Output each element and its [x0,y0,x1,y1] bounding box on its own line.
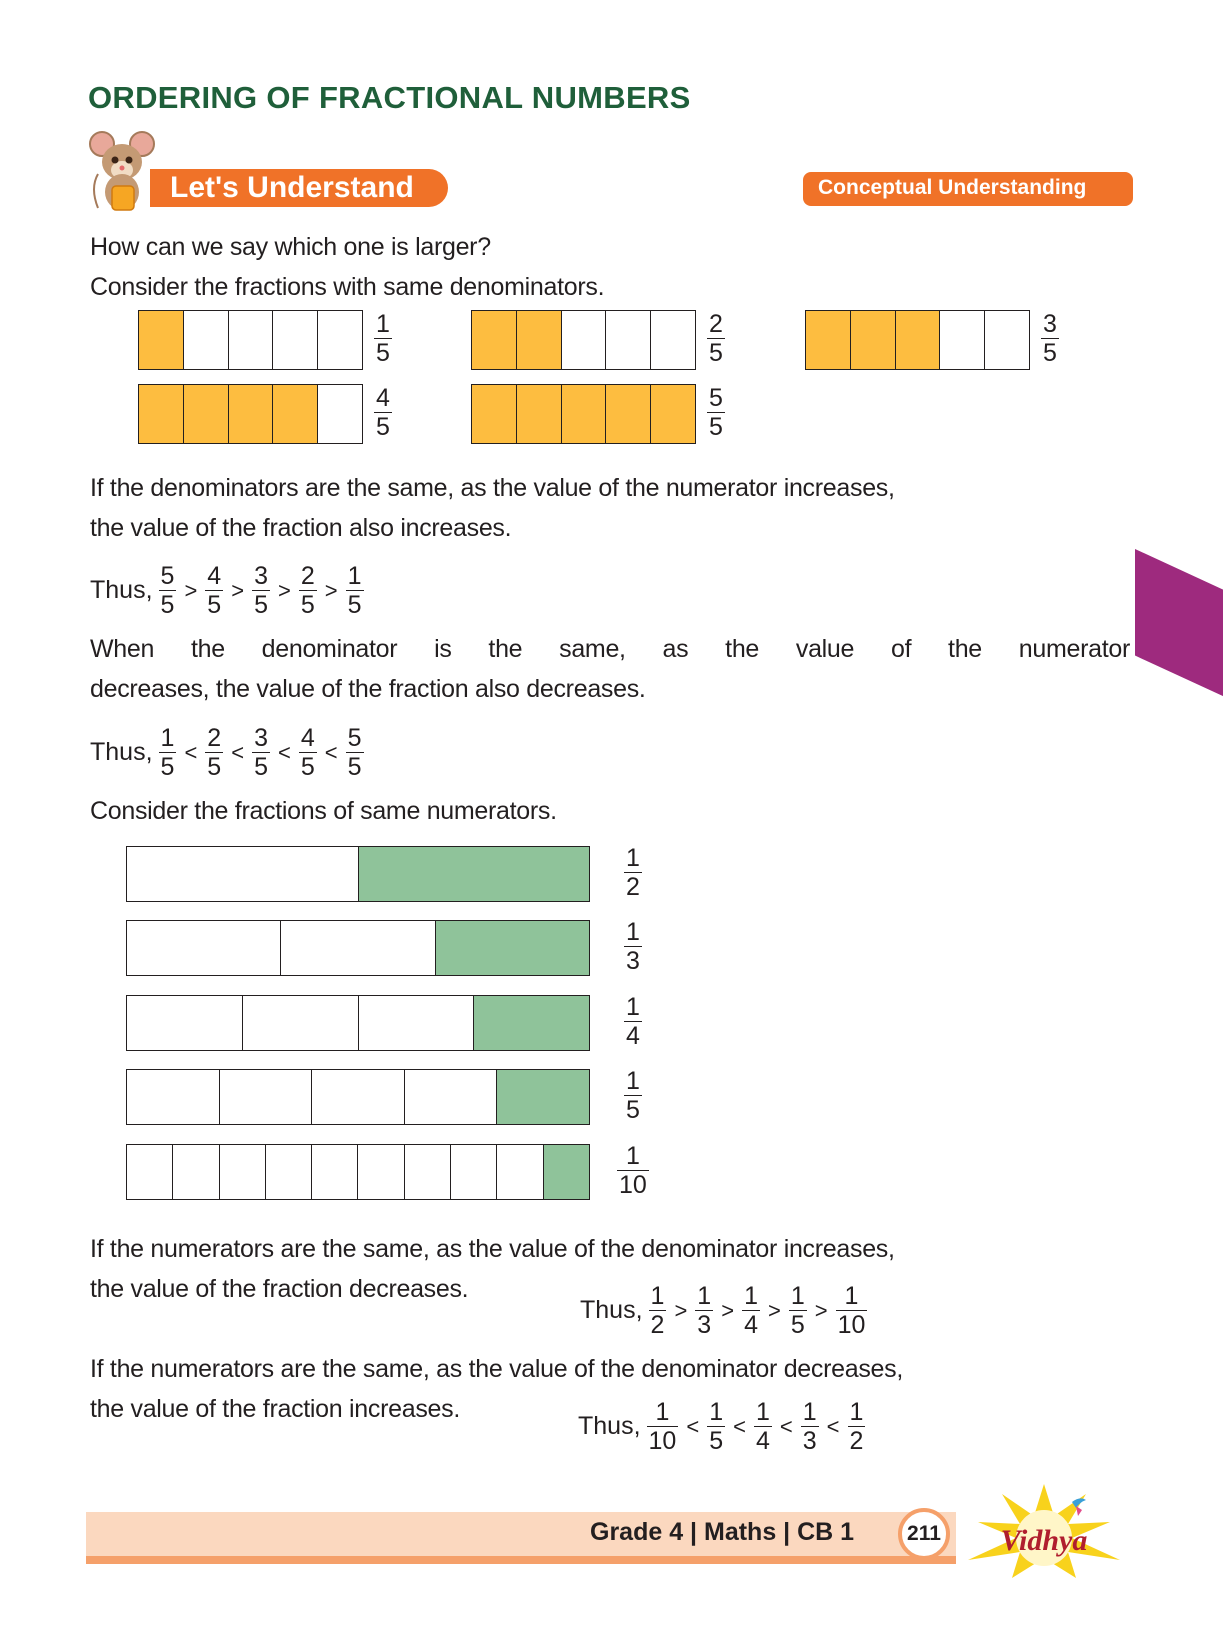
unshaded-part [184,311,229,369]
fraction [695,1282,713,1339]
fraction-label [624,993,642,1050]
shaded-part [139,311,184,369]
fraction [205,562,223,619]
comparison-operator: < [779,1413,793,1439]
unshaded-part [312,1070,405,1124]
numerator: 1 [844,1282,859,1310]
unshaded-part [497,1145,543,1199]
unshaded-part [173,1145,219,1199]
fraction [159,562,177,619]
numerator: 2 [300,562,315,590]
denominator: 5 [347,753,362,781]
fraction-label [617,1142,649,1199]
comparison-operator: > [674,1297,688,1323]
comparison-operator: < [231,739,245,765]
denominator: 5 [709,413,723,441]
denominator: 5 [300,753,315,781]
denominator: 5 [709,1427,724,1455]
denominator: 5 [790,1311,805,1339]
fraction [848,1398,866,1455]
comparison-operator: > [277,577,291,603]
fraction-label [1041,310,1059,367]
unshaded-part [220,1145,266,1199]
unshaded-part [229,311,274,369]
unshaded-part [651,311,695,369]
fraction [299,724,317,781]
numerator: 1 [626,1067,640,1095]
unshaded-part [359,996,475,1050]
unshaded-part [127,847,359,901]
fraction-bar-1-3 [126,920,590,976]
fraction [707,1398,725,1455]
unshaded-part [318,311,362,369]
comparison-operator: < [826,1413,840,1439]
shaded-part [517,311,562,369]
fraction-label [707,384,725,441]
shaded-part [606,385,651,443]
numerator: 1 [625,1142,640,1170]
unshaded-part [127,1070,220,1124]
numerator: 1 [744,1282,758,1310]
tag-label: Conceptual Understanding [818,176,1087,199]
fraction [299,562,317,619]
shaded-part [497,1070,589,1124]
denominator: 2 [849,1427,864,1455]
fraction [649,1282,667,1339]
numerator: 4 [207,562,222,590]
fraction-label [374,310,392,367]
numerator: 2 [207,724,222,752]
page-title: ORDERING OF FRACTIONAL NUMBERS [88,80,691,115]
fraction-label [707,310,725,367]
shaded-part [851,311,896,369]
shaded-part [544,1145,589,1199]
fraction [789,1282,807,1339]
unshaded-part [562,311,607,369]
fraction-bar-1-5 [138,310,363,370]
rule3-line1: If the numerators are the same, as the value of the denominator increases, [90,1235,895,1263]
numerator: 5 [347,724,362,752]
denominator: 10 [837,1311,866,1339]
section-label: Let's Understand [170,171,414,204]
footer-band-accent [86,1556,956,1564]
denominator: 5 [254,591,268,619]
unshaded-part [266,1145,312,1199]
numerator: 4 [376,384,390,412]
shaded-part [229,385,274,443]
unshaded-part [358,1145,404,1199]
inequality-rule1 [90,562,364,619]
numerator: 1 [790,1282,805,1310]
fraction-label [374,384,392,441]
numerator: 3 [254,724,268,752]
comparison-operator: < [324,739,338,765]
denominator: 5 [626,1096,640,1124]
inequality-rule2 [90,724,364,781]
fraction-bar-1-5 [126,1069,590,1125]
comparison-operator: > [184,577,198,603]
unshaded-part [451,1145,497,1199]
comparison-operator: < [184,739,198,765]
intro-statement: Consider the fractions with same denominators. [90,273,605,301]
denominator: 4 [626,1022,640,1050]
denominator: 5 [347,591,362,619]
fraction-bar-4-5 [138,384,363,444]
comparison-operator: > [324,577,338,603]
numerator: 3 [1043,310,1057,338]
denominator: 5 [376,413,390,441]
denominator: 4 [755,1427,770,1455]
denominator: 3 [802,1427,817,1455]
denominator: 5 [376,339,390,367]
denominator: 3 [626,947,640,975]
rule2-line1: When the denominator is the same, as the value of the numerator [90,635,1130,663]
comparison-operator: > [231,577,245,603]
unshaded-part [127,1145,173,1199]
denominator: 5 [160,591,175,619]
shaded-part [651,385,695,443]
svg-text:Vidhya: Vidhya [1000,1524,1088,1557]
shaded-part [139,385,184,443]
comparison-operator: > [767,1297,781,1323]
denominator: 5 [300,591,315,619]
side-tab-marker [1135,549,1223,697]
fraction [836,1282,868,1339]
shaded-part [436,921,589,975]
denominator: 10 [648,1427,677,1455]
inequality-rule3 [580,1282,867,1339]
fraction [647,1398,679,1455]
numerator: 3 [254,562,268,590]
numerator: 1 [160,724,175,752]
shaded-part [472,385,517,443]
numerator: 5 [709,384,723,412]
fraction [252,724,270,781]
shaded-part [474,996,589,1050]
shaded-part [896,311,941,369]
denominator: 5 [207,753,222,781]
fraction-bar-2-5 [471,310,696,370]
fraction-bar-1-2 [126,846,590,902]
numerator: 1 [376,310,390,338]
unshaded-part [405,1070,498,1124]
thus-label: Thus, [578,1412,641,1440]
fraction [754,1398,772,1455]
denominator: 10 [619,1171,647,1199]
fraction-label [624,918,642,975]
numerator: 1 [709,1398,724,1426]
unshaded-part [127,996,243,1050]
numerator: 1 [650,1282,665,1310]
unshaded-part [220,1070,313,1124]
intro-question: How can we say which one is larger? [90,233,491,261]
unshaded-part [318,385,362,443]
shaded-part [184,385,229,443]
shaded-part [472,311,517,369]
denominator: 5 [207,591,222,619]
numerator: 1 [626,844,640,872]
fraction [346,562,364,619]
fraction-bar-3-5 [805,310,1030,370]
vidhya-logo-icon [960,1480,1128,1580]
rule4-line1: If the numerators are the same, as the value of the denominator decreases, [90,1355,903,1383]
denominator: 2 [626,873,640,901]
shaded-part [806,311,851,369]
thus-label: Thus, [580,1296,643,1324]
fraction-bar-1-10 [126,1144,590,1200]
fraction-bar-5-5 [471,384,696,444]
numerator: 1 [697,1282,712,1310]
numerator: 1 [626,918,640,946]
numerator: 1 [347,562,362,590]
rule2-line2: decreases, the value of the fraction also decreases. [90,675,646,703]
unshaded-part [127,921,281,975]
denominator: 5 [709,339,723,367]
shaded-part [562,385,607,443]
unshaded-part [405,1145,451,1199]
fraction [346,724,364,781]
unshaded-part [606,311,651,369]
unshaded-part [940,311,985,369]
denominator: 2 [650,1311,665,1339]
numerator: 1 [655,1398,670,1426]
comparison-operator: < [686,1413,700,1439]
rule4-line2: the value of the fraction increases. [90,1395,460,1423]
comparison-operator: < [277,739,291,765]
thus-label: Thus, [90,576,153,604]
comparison-operator: < [733,1413,746,1439]
comparison-operator: > [814,1297,828,1323]
unshaded-part [243,996,359,1050]
numerator: 1 [626,993,640,1021]
fraction-bar-1-4 [126,995,590,1051]
unshaded-part [985,311,1029,369]
numerator-intro: Consider the fractions of same numerators. [90,797,557,825]
fraction-label [624,844,642,901]
numerator: 1 [755,1398,770,1426]
numerator: 5 [160,562,175,590]
unshaded-part [312,1145,358,1199]
denominator: 5 [1043,339,1057,367]
numerator: 1 [802,1398,817,1426]
thus-label: Thus, [90,738,153,766]
numerator: 4 [300,724,315,752]
denominator: 4 [744,1311,758,1339]
page-number: 211 [898,1508,950,1560]
denominator: 5 [160,753,175,781]
denominator: 3 [697,1311,712,1339]
fraction [801,1398,819,1455]
unshaded-part [281,921,435,975]
numerator: 2 [709,310,723,338]
inequality-rule4 [578,1398,865,1455]
shaded-part [273,385,318,443]
numerator: 1 [849,1398,864,1426]
unshaded-part [273,311,318,369]
fraction-label [624,1067,642,1124]
footer-text: Grade 4 | Maths | CB 1 [590,1518,855,1546]
denominator: 5 [254,753,268,781]
fraction [159,724,177,781]
rule1-line1: If the denominators are the same, as the value of the numerator increases, [90,474,895,502]
fraction [205,724,223,781]
rule3-line2: the value of the fraction decreases. [90,1275,469,1303]
comparison-operator: > [721,1297,735,1323]
fraction [742,1282,760,1339]
shaded-part [517,385,562,443]
rule1-line2: the value of the fraction also increases. [90,514,512,542]
shaded-part [359,847,590,901]
fraction [252,562,270,619]
